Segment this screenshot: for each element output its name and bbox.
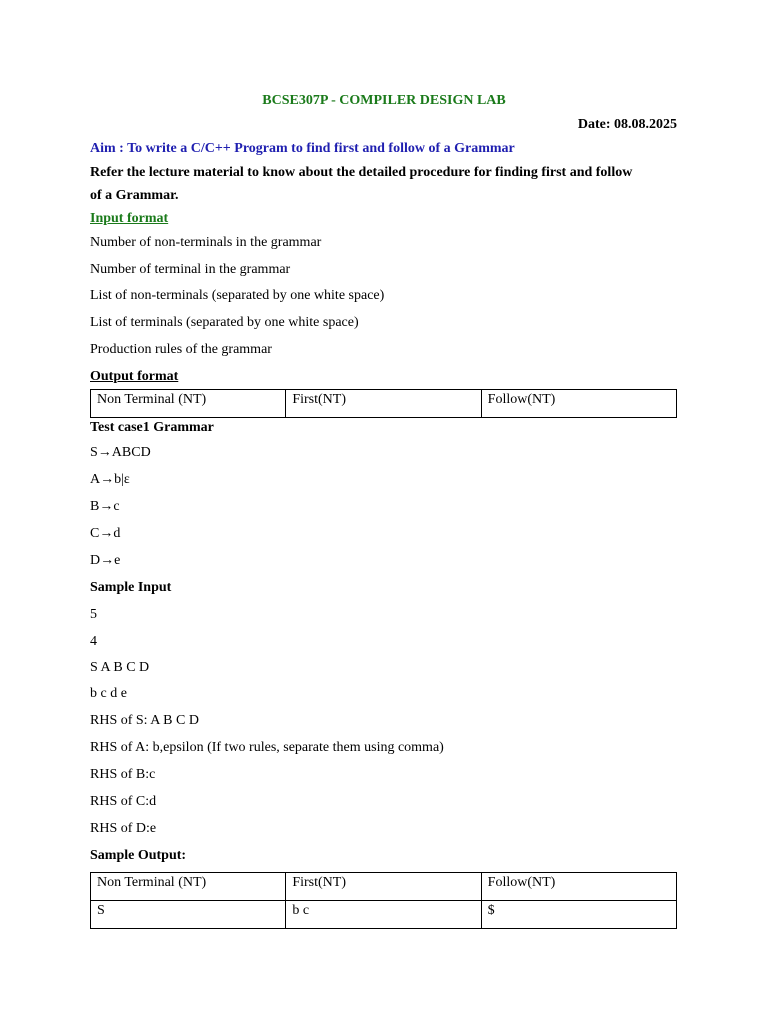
table-cell: $ — [481, 901, 676, 929]
lab-date: Date: 08.08.2025 — [577, 117, 677, 132]
sample-input-line: RHS of C:d — [90, 794, 157, 809]
input-format-item: Number of non-terminals in the grammar — [90, 235, 322, 250]
sample-input-line: RHS of B:c — [90, 767, 156, 782]
sample-output-heading: Sample Output: — [90, 848, 187, 863]
test-case-heading: Test case1 Grammar — [90, 420, 214, 435]
refer-line-1: Refer the lecture material to know about the detailed procedure for finding first and follow — [90, 165, 633, 180]
refer-line-2: of a Grammar. — [90, 188, 179, 203]
sample-input-heading: Sample Input — [90, 580, 172, 595]
sample-input-line: 5 — [90, 607, 97, 622]
aim-statement: Aim : To write a C/C++ Program to find first and follow of a Grammar — [90, 141, 515, 156]
input-format-item: Number of terminal in the grammar — [90, 262, 291, 277]
sample-input-line: RHS of D:e — [90, 821, 157, 836]
sample-input-line: RHS of A: b,epsilon (If two rules, separate them using comma) — [90, 740, 444, 755]
input-format-item: List of terminals (separated by one white space) — [90, 315, 359, 330]
sample-input-line: b c d e — [90, 686, 127, 701]
output-format-table — [90, 389, 677, 418]
input-format-heading: Input format — [90, 211, 169, 226]
table-header-cell: Non Terminal (NT) — [91, 873, 286, 901]
sample-input-line: RHS of S: A B C D — [90, 713, 199, 728]
table-row — [91, 901, 677, 929]
page-title: BCSE307P - COMPILER DESIGN LAB — [262, 93, 506, 108]
table-header-cell: Non Terminal (NT) — [91, 390, 286, 418]
table-header-cell: First(NT) — [286, 390, 481, 418]
table-header-cell: Follow(NT) — [481, 390, 676, 418]
table-cell: b c — [286, 901, 481, 929]
table-header-cell: Follow(NT) — [481, 873, 676, 901]
grammar-rule: S→ABCD — [90, 445, 151, 460]
table-header-row — [91, 873, 677, 901]
output-format-heading: Output format — [90, 369, 179, 384]
grammar-rule: B→c — [90, 499, 120, 514]
table-cell: S — [91, 901, 286, 929]
sample-output-table — [90, 872, 677, 929]
grammar-rule: D→e — [90, 553, 121, 568]
input-format-item: Production rules of the grammar — [90, 342, 272, 357]
sample-input-line: S A B C D — [90, 660, 150, 675]
grammar-rule: C→d — [90, 526, 121, 541]
table-header-cell: First(NT) — [286, 873, 481, 901]
input-format-item: List of non-terminals (separated by one white space) — [90, 288, 385, 303]
table-header-row — [91, 390, 677, 418]
grammar-rule: A→b|ε — [90, 472, 130, 487]
sample-input-line: 4 — [90, 634, 97, 649]
